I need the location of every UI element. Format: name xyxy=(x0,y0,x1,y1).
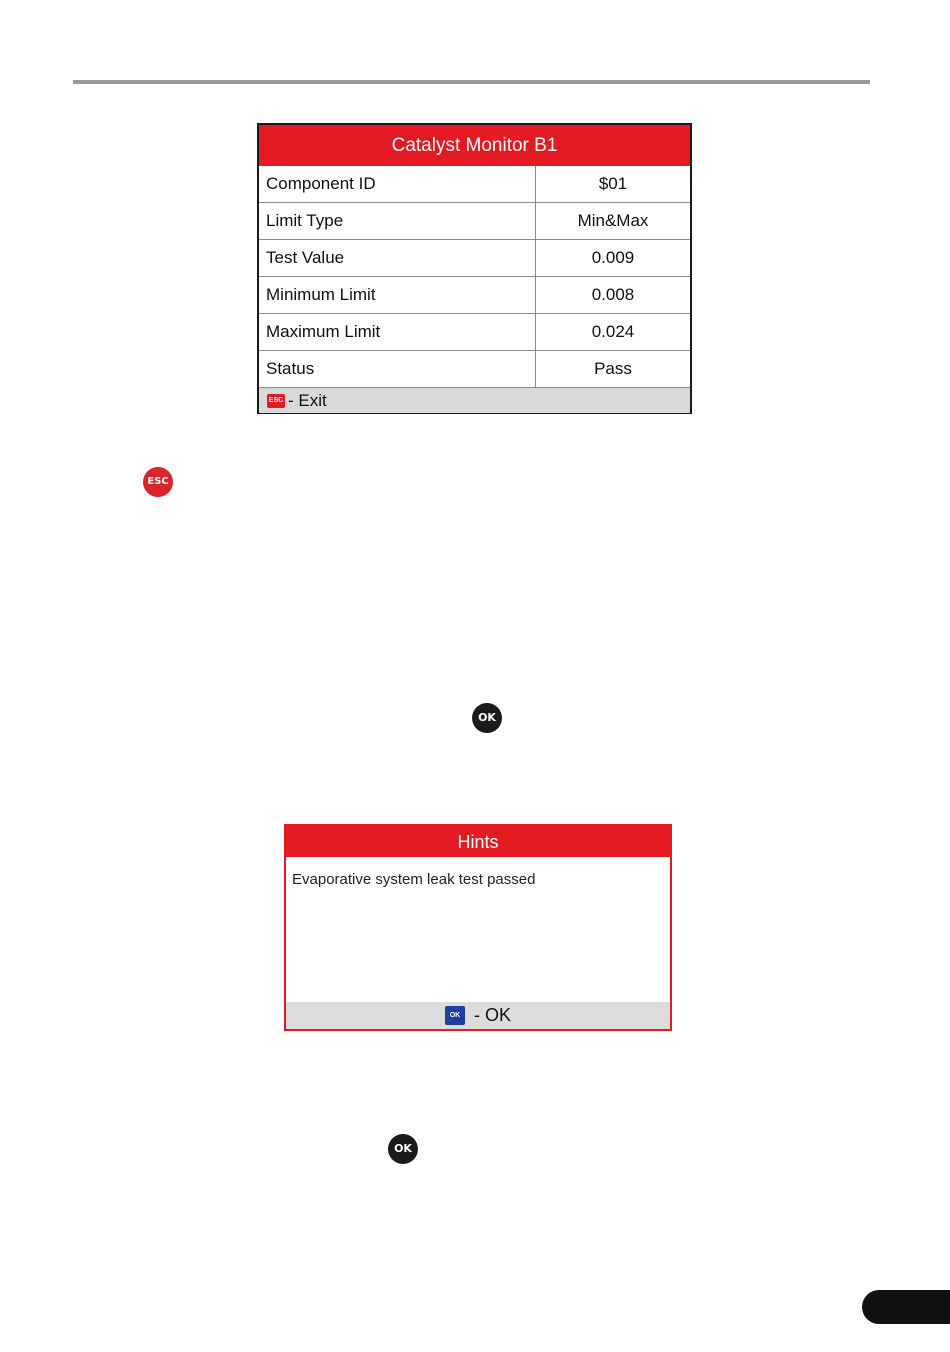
exit-hint[interactable] xyxy=(259,387,690,413)
ok-key-icon: OK xyxy=(445,1006,465,1025)
row-label: Minimum Limit xyxy=(259,277,536,314)
row-label: Maximum Limit xyxy=(259,314,536,351)
screen-title: Catalyst Monitor B1 xyxy=(259,125,690,166)
table-row xyxy=(259,203,690,240)
row-label: Component ID xyxy=(259,166,536,203)
row-value: 0.008 xyxy=(536,277,691,314)
table-row xyxy=(259,314,690,351)
row-label: Test Value xyxy=(259,240,536,277)
catalyst-monitor-screen xyxy=(257,123,692,414)
table-row xyxy=(259,240,690,277)
monitor-table xyxy=(259,166,690,387)
table-row xyxy=(259,277,690,314)
dialog-title: Hints xyxy=(286,826,670,857)
ok-hint[interactable] xyxy=(286,1002,670,1029)
ok-key-icon: OK xyxy=(472,703,502,733)
hints-dialog xyxy=(284,824,672,1031)
ok-label: - OK xyxy=(473,1005,511,1025)
exit-label: - Exit xyxy=(288,390,327,410)
page-number-tab xyxy=(862,1290,950,1324)
hint-message: Evaporative system leak test passed xyxy=(292,871,536,888)
table-row xyxy=(259,351,690,388)
table-row xyxy=(259,166,690,203)
row-value: $01 xyxy=(536,166,691,203)
ok-key-icon: OK xyxy=(388,1134,418,1164)
row-label: Status xyxy=(259,351,536,388)
row-value: 0.009 xyxy=(536,240,691,277)
row-value: Pass xyxy=(594,359,632,378)
header-rule xyxy=(73,80,870,84)
esc-key-icon: ESC xyxy=(267,394,285,408)
row-value: 0.024 xyxy=(536,314,691,351)
row-value: Min&Max xyxy=(536,203,691,240)
row-label: Limit Type xyxy=(259,203,536,240)
esc-key-icon: ESC xyxy=(143,467,173,497)
